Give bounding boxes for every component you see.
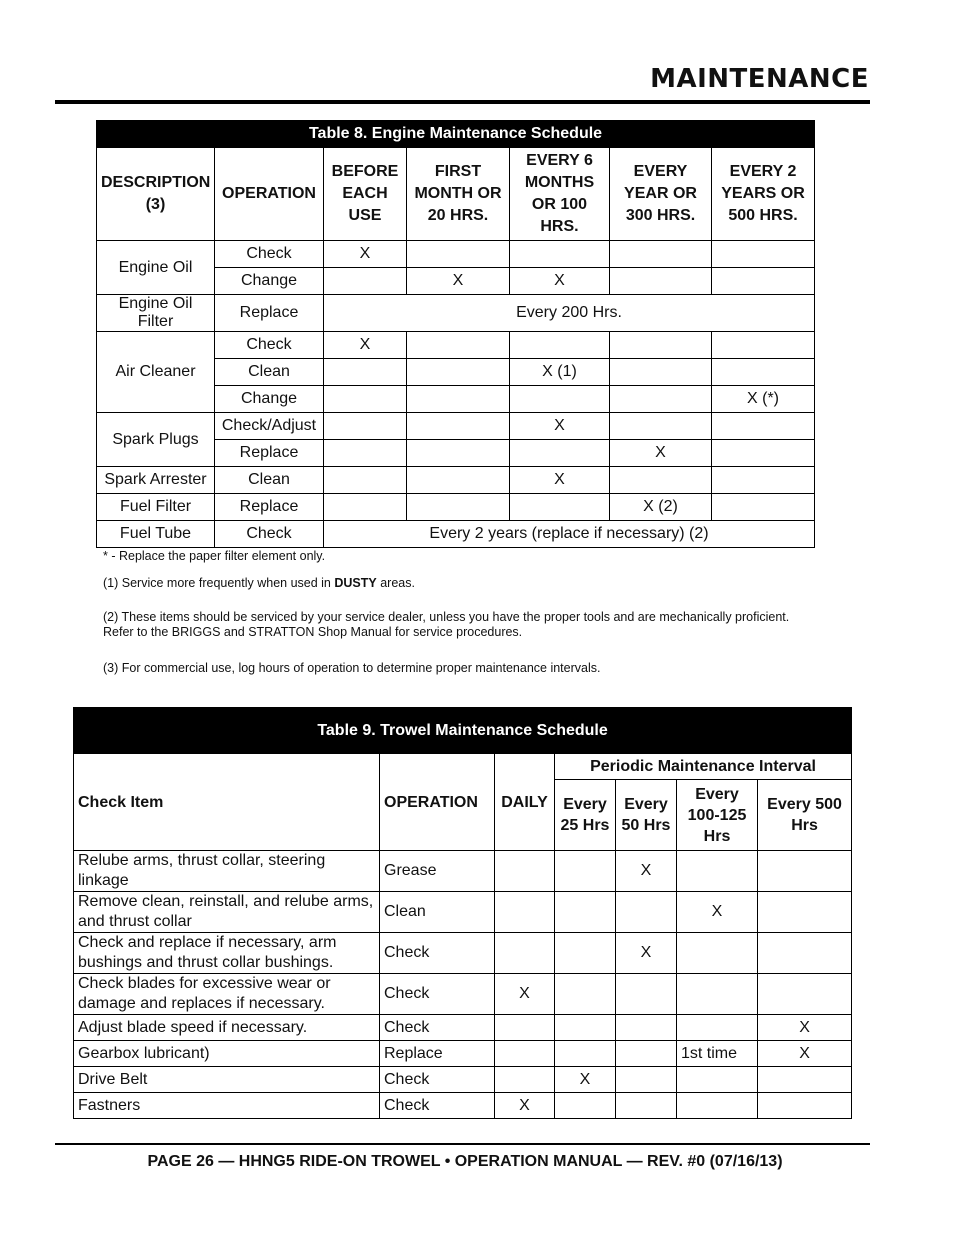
interval-cell bbox=[616, 1015, 677, 1041]
interval-cell bbox=[677, 974, 758, 1015]
interval-cell: X bbox=[758, 1041, 852, 1067]
row-description: Spark Arrester bbox=[97, 467, 215, 494]
footnote-line: Refer to the BRIGGS and STRATTON Shop Manual for service procedures. bbox=[103, 625, 523, 639]
col-header-interval: Every 500 Hrs bbox=[758, 780, 852, 851]
interval-cell: X bbox=[555, 1067, 616, 1093]
interval-cell bbox=[758, 1067, 852, 1093]
interval-cell bbox=[324, 386, 407, 413]
interval-cell bbox=[610, 268, 712, 295]
footnote-text: areas. bbox=[376, 576, 415, 590]
table-caption: Table 9. Trowel Maintenance Schedule bbox=[74, 708, 852, 754]
col-header-interval: Every 25 Hrs bbox=[555, 780, 616, 851]
interval-cell bbox=[712, 494, 815, 521]
col-header-interval: Every 100-125 Hrs bbox=[677, 780, 758, 851]
interval-cell bbox=[712, 332, 815, 359]
interval-cell bbox=[616, 1093, 677, 1119]
row-description: Fuel Tube bbox=[97, 521, 215, 548]
interval-cell: X bbox=[495, 1093, 555, 1119]
page-footer: PAGE 26 — HHNG5 RIDE-ON TROWEL • OPERATION MANUAL — REV. #0 (07/16/13) bbox=[147, 1153, 783, 1170]
interval-cell bbox=[407, 241, 510, 268]
row-operation: Check bbox=[215, 521, 324, 548]
row-description: Engine Oil bbox=[97, 241, 215, 295]
col-header: FIRST MONTH OR 20 HRS. bbox=[407, 148, 510, 241]
interval-cell: X bbox=[677, 892, 758, 933]
interval-cell: X bbox=[610, 440, 712, 467]
row-check-item: Relube arms, thrust collar, steering linkage bbox=[74, 851, 380, 892]
row-operation: Check/Adjust bbox=[215, 413, 324, 440]
interval-cell: X bbox=[510, 413, 610, 440]
row-operation: Clean bbox=[215, 359, 324, 386]
row-operation: Replace bbox=[215, 440, 324, 467]
row-check-item: Adjust blade speed if necessary. bbox=[74, 1015, 380, 1041]
row-operation: Change bbox=[215, 386, 324, 413]
interval-cell bbox=[610, 413, 712, 440]
interval-cell bbox=[407, 494, 510, 521]
interval-cell bbox=[510, 241, 610, 268]
interval-cell bbox=[677, 1015, 758, 1041]
row-description: Air Cleaner bbox=[97, 332, 215, 413]
row-description: Spark Plugs bbox=[97, 413, 215, 467]
interval-cell bbox=[616, 1041, 677, 1067]
row-check-item: Check blades for excessive wear or damage and replaces if necessary. bbox=[74, 974, 380, 1015]
page-section-title: MAINTENANCE bbox=[650, 64, 869, 94]
interval-cell bbox=[495, 1015, 555, 1041]
interval-cell bbox=[495, 933, 555, 974]
table-row bbox=[74, 1015, 852, 1041]
col-header-daily: DAILY bbox=[495, 754, 555, 851]
row-description: Fuel Filter bbox=[97, 494, 215, 521]
interval-cell: X bbox=[324, 241, 407, 268]
footnote-text: (1) Service more frequently when used in bbox=[103, 576, 335, 590]
interval-cell bbox=[758, 974, 852, 1015]
interval-span-cell: Every 2 years (replace if necessary) (2) bbox=[324, 521, 815, 548]
interval-cell bbox=[712, 241, 815, 268]
row-check-item: Gearbox lubricant) bbox=[74, 1041, 380, 1067]
interval-cell bbox=[555, 933, 616, 974]
row-check-item: Fastners bbox=[74, 1093, 380, 1119]
interval-cell bbox=[758, 892, 852, 933]
row-operation: Check bbox=[215, 332, 324, 359]
table-row bbox=[97, 413, 815, 440]
table-row bbox=[74, 1093, 852, 1119]
interval-cell: X bbox=[510, 268, 610, 295]
interval-cell bbox=[610, 386, 712, 413]
interval-cell bbox=[495, 851, 555, 892]
col-header: OPERATION bbox=[215, 148, 324, 241]
interval-cell bbox=[758, 933, 852, 974]
footnote-commercial-use: (3) For commercial use, log hours of operation to determine proper maintenance intervals. bbox=[103, 661, 601, 675]
interval-cell bbox=[495, 892, 555, 933]
interval-cell bbox=[407, 386, 510, 413]
interval-cell bbox=[712, 440, 815, 467]
interval-cell bbox=[555, 1041, 616, 1067]
row-operation: Check bbox=[380, 974, 495, 1015]
interval-cell bbox=[407, 467, 510, 494]
row-operation: Check bbox=[215, 241, 324, 268]
interval-cell bbox=[712, 413, 815, 440]
row-operation: Check bbox=[380, 1093, 495, 1119]
interval-cell bbox=[555, 892, 616, 933]
interval-cell bbox=[324, 413, 407, 440]
interval-cell bbox=[677, 1067, 758, 1093]
interval-cell bbox=[495, 1041, 555, 1067]
interval-cell bbox=[324, 494, 407, 521]
header-rule bbox=[55, 100, 870, 104]
interval-span-cell: Every 200 Hrs. bbox=[324, 295, 815, 332]
interval-cell: X (1) bbox=[510, 359, 610, 386]
interval-cell bbox=[677, 851, 758, 892]
col-header: DESCRIPTION (3) bbox=[97, 148, 215, 241]
interval-cell: X bbox=[616, 933, 677, 974]
row-description: Engine Oil Filter bbox=[97, 295, 215, 332]
col-header: EVERY 2 YEARS OR 500 HRS. bbox=[712, 148, 815, 241]
interval-cell: X bbox=[616, 851, 677, 892]
interval-cell bbox=[712, 467, 815, 494]
table-row bbox=[74, 1067, 852, 1093]
table-row bbox=[97, 295, 815, 332]
row-check-item: Remove clean, reinstall, and relube arms, and thrust collar bbox=[74, 892, 380, 933]
interval-cell: X bbox=[495, 974, 555, 1015]
interval-cell bbox=[758, 851, 852, 892]
interval-cell bbox=[616, 974, 677, 1015]
interval-cell: 1st time bbox=[677, 1041, 758, 1067]
col-header: EVERY 6 MONTHS OR 100 HRS. bbox=[510, 148, 610, 241]
interval-cell bbox=[510, 332, 610, 359]
interval-cell bbox=[555, 974, 616, 1015]
row-operation: Replace bbox=[380, 1041, 495, 1067]
table-row bbox=[97, 241, 815, 268]
interval-cell bbox=[324, 440, 407, 467]
interval-cell bbox=[616, 1067, 677, 1093]
trowel-maintenance-table bbox=[73, 707, 852, 1119]
interval-cell: X bbox=[510, 467, 610, 494]
interval-cell: X bbox=[407, 268, 510, 295]
table-row bbox=[97, 467, 815, 494]
row-operation: Replace bbox=[215, 295, 324, 332]
engine-maintenance-table bbox=[96, 120, 815, 548]
col-header-periodic: Periodic Maintenance Interval bbox=[555, 754, 852, 780]
row-check-item: Check and replace if necessary, arm bushings and thrust collar bushings. bbox=[74, 933, 380, 974]
table-row bbox=[74, 933, 852, 974]
interval-cell bbox=[407, 332, 510, 359]
interval-cell bbox=[407, 359, 510, 386]
interval-cell bbox=[555, 1015, 616, 1041]
table-row bbox=[74, 851, 852, 892]
interval-cell bbox=[712, 359, 815, 386]
interval-cell: X bbox=[758, 1015, 852, 1041]
row-operation: Check bbox=[380, 933, 495, 974]
interval-cell bbox=[610, 332, 712, 359]
table-row bbox=[97, 332, 815, 359]
interval-cell bbox=[610, 359, 712, 386]
row-operation: Grease bbox=[380, 851, 495, 892]
table-caption: Table 8. Engine Maintenance Schedule bbox=[97, 121, 815, 148]
interval-cell bbox=[510, 440, 610, 467]
footer-rule bbox=[55, 1143, 870, 1145]
footnote-dusty bbox=[103, 576, 823, 591]
interval-cell bbox=[324, 359, 407, 386]
row-operation: Check bbox=[380, 1067, 495, 1093]
interval-cell bbox=[610, 241, 712, 268]
footnote-service-dealer bbox=[103, 610, 823, 640]
interval-cell bbox=[555, 851, 616, 892]
col-header: EVERY YEAR OR 300 HRS. bbox=[610, 148, 712, 241]
interval-cell bbox=[324, 467, 407, 494]
table-row bbox=[74, 1041, 852, 1067]
row-operation: Change bbox=[215, 268, 324, 295]
interval-cell bbox=[677, 1093, 758, 1119]
interval-cell bbox=[407, 413, 510, 440]
table-row bbox=[74, 892, 852, 933]
table-row bbox=[97, 521, 815, 548]
interval-cell bbox=[758, 1093, 852, 1119]
interval-cell: X (*) bbox=[712, 386, 815, 413]
interval-cell bbox=[712, 268, 815, 295]
interval-cell bbox=[510, 494, 610, 521]
interval-cell bbox=[610, 467, 712, 494]
interval-cell: X (2) bbox=[610, 494, 712, 521]
interval-cell bbox=[616, 892, 677, 933]
col-header: BEFORE EACH USE bbox=[324, 148, 407, 241]
interval-cell: X bbox=[324, 332, 407, 359]
col-header-interval: Every 50 Hrs bbox=[616, 780, 677, 851]
footnote-paper-filter: * - Replace the paper filter element only. bbox=[103, 549, 326, 563]
footnote-emphasis: DUSTY bbox=[334, 576, 377, 590]
col-header-check-item: Check Item bbox=[74, 754, 380, 851]
interval-cell bbox=[510, 386, 610, 413]
interval-cell bbox=[407, 440, 510, 467]
footnote-line: (2) These items should be serviced by your service dealer, unless you have the proper tools and are mechanically proficient. bbox=[103, 610, 790, 624]
table-row bbox=[74, 974, 852, 1015]
table-row bbox=[97, 494, 815, 521]
interval-cell bbox=[495, 1067, 555, 1093]
interval-cell bbox=[555, 1093, 616, 1119]
col-header-operation: OPERATION bbox=[380, 754, 495, 851]
row-operation: Clean bbox=[215, 467, 324, 494]
row-operation: Check bbox=[380, 1015, 495, 1041]
row-check-item: Drive Belt bbox=[74, 1067, 380, 1093]
interval-cell bbox=[677, 933, 758, 974]
row-operation: Replace bbox=[215, 494, 324, 521]
row-operation: Clean bbox=[380, 892, 495, 933]
interval-cell bbox=[324, 268, 407, 295]
